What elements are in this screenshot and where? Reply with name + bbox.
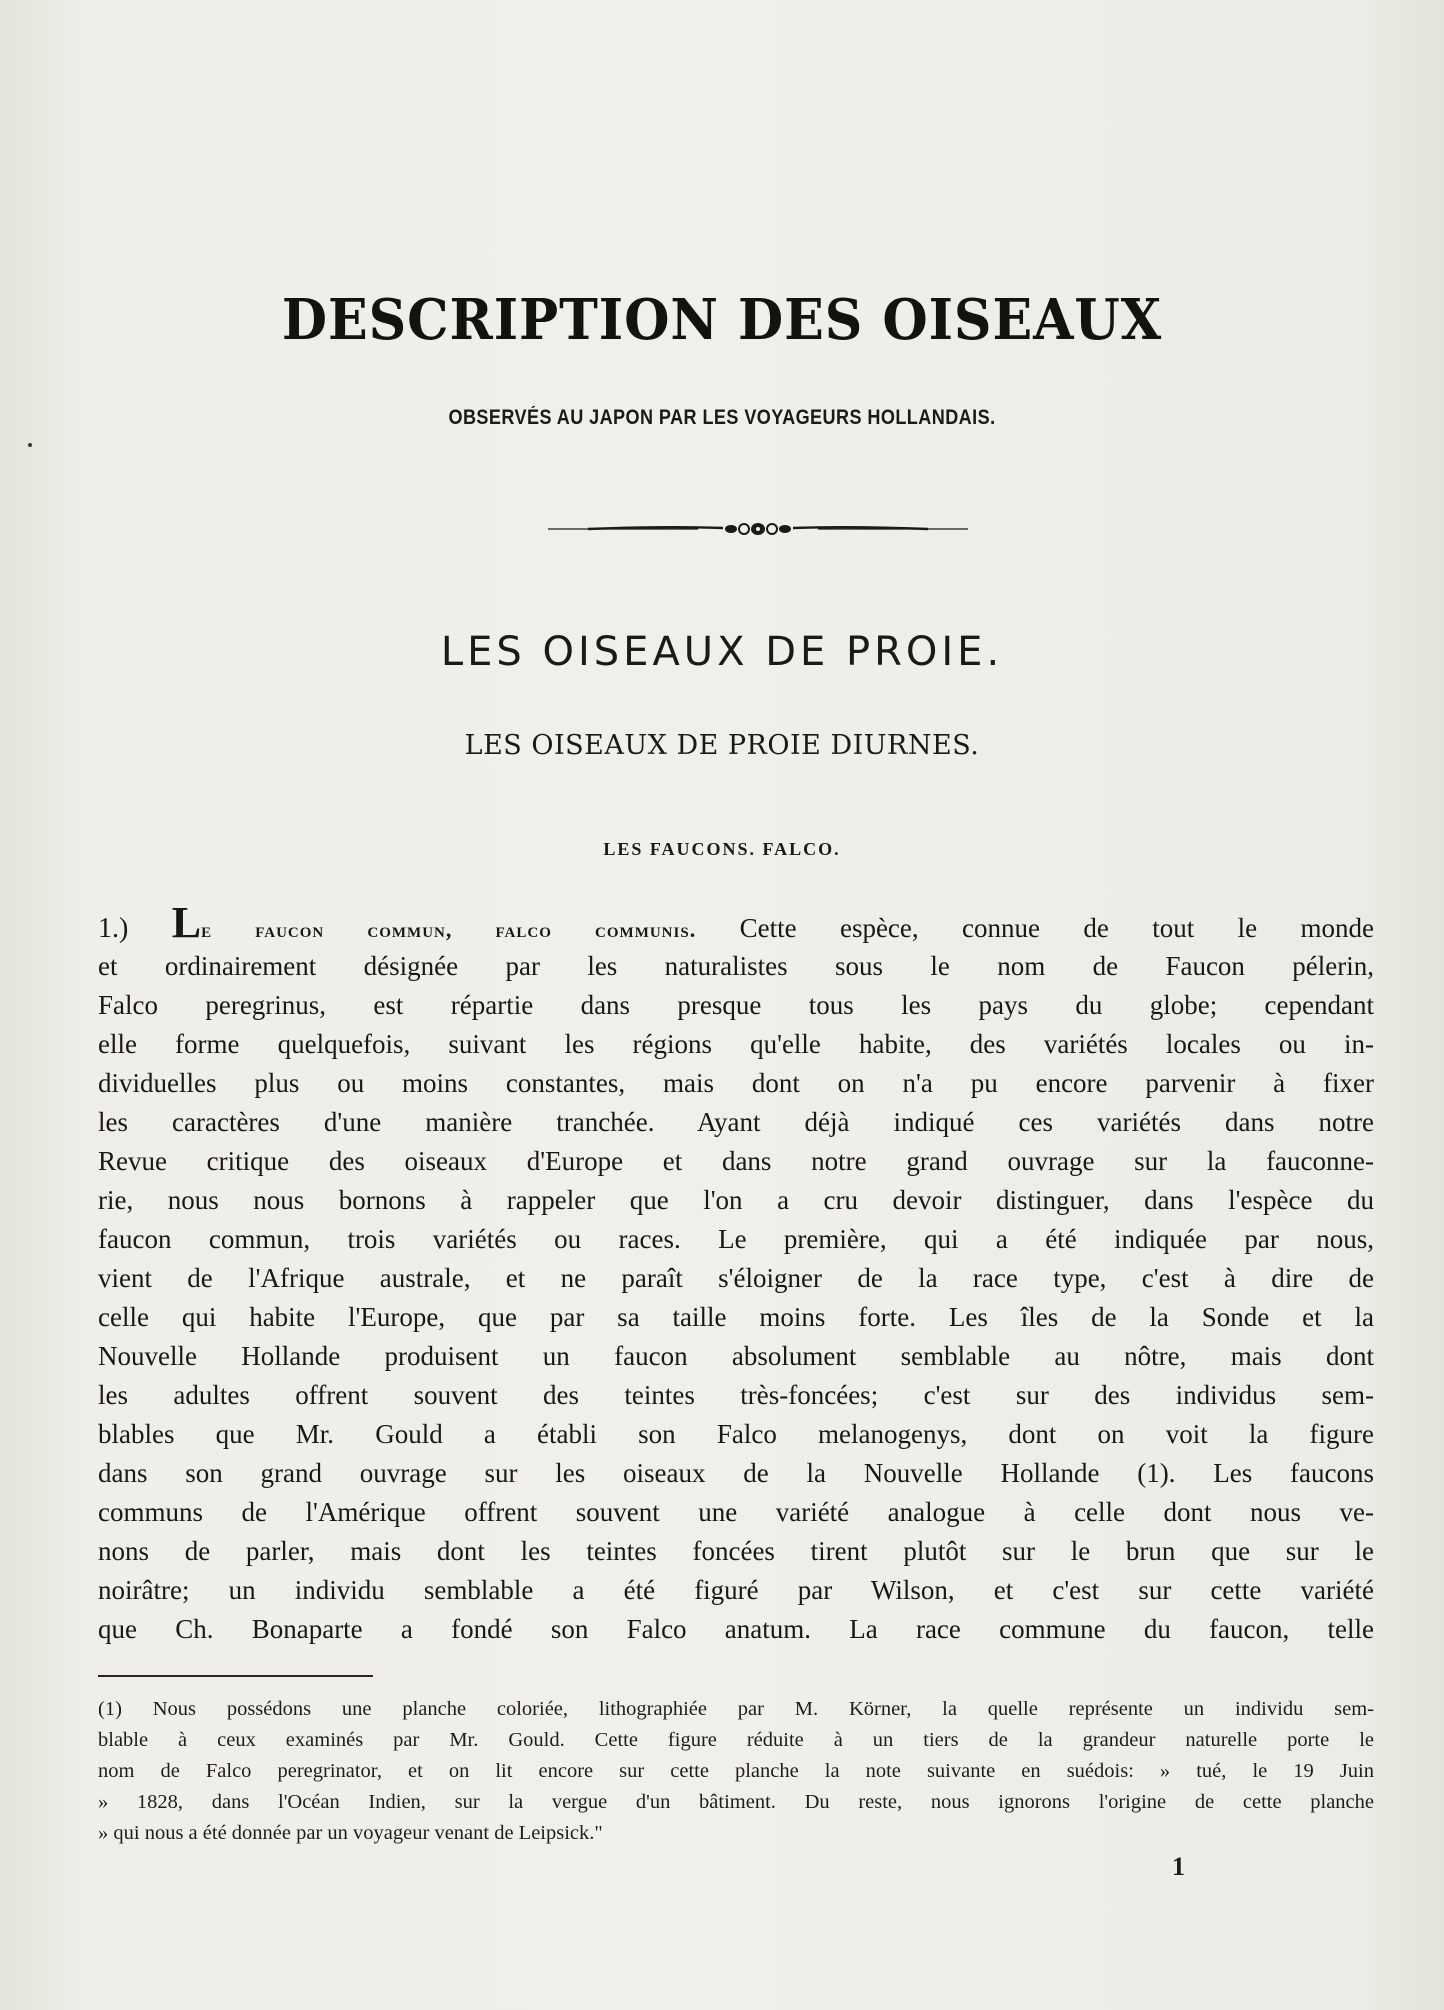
body-paragraph: [98, 898, 1374, 1649]
body-line: les caractères d'une manière tranchée. Ayant déjà indiqué ces variétés dans notre: [98, 1107, 1374, 1137]
body-line: rie, nous nous bornons à rappeler que l'on a cru devoir distinguer, dans l'espèce du: [98, 1185, 1374, 1215]
body-line: les adultes offrent souvent des teintes très-foncées; c'est sur des individus sem-: [98, 1380, 1374, 1410]
drop-initial: L: [171, 898, 202, 947]
footnote-line: » qui nous a été donnée par un voyageur venant de Leipsick.": [98, 1822, 603, 1844]
body-line: dividuelles plus ou moins constantes, mais dont on n'a pu encore parvenir à fixer: [98, 1068, 1374, 1098]
footnote-line: nom de Falco peregrinator, et on lit encore sur cette planche la note suivante en suédois: » tué, le 19 Juin: [98, 1760, 1374, 1782]
footnote-line: blable à ceux examinés par Mr. Gould. Cette figure réduite à un tiers de la grandeur naturelle porte le: [98, 1729, 1374, 1751]
body-line: Falco peregrinus, est répartie dans presque tous les pays du globe; cependant: [98, 990, 1374, 1020]
ornamental-divider: [548, 520, 968, 538]
body-line: noirâtre; un individu semblable a été figuré par Wilson, et c'est sur cette variété: [98, 1575, 1374, 1605]
section-title: LES OISEAUX DE PROIE.: [440, 629, 1004, 675]
body-line-text: Cette espèce, connue de tout le monde: [739, 913, 1374, 943]
body-line: [98, 898, 1374, 947]
species-name: e faucon commun, falco communis.: [201, 917, 697, 942]
body-line: blables que Mr. Gould a établi son Falco melanogenys, dont on voit la figure: [98, 1419, 1374, 1449]
body-line: Revue critique des oiseaux d'Europe et dans notre grand ouvrage sur la fauconne-: [98, 1146, 1374, 1176]
page-subtitle: OBSERVÉS AU JAPON PAR LES VOYAGEURS HOLLANDAIS.: [448, 406, 996, 429]
body-line: que Ch. Bonaparte a fondé son Falco anatum. La race commune du faucon, telle: [98, 1614, 1374, 1644]
stray-mark: [28, 443, 32, 447]
footnote-line: (1) Nous possédons une planche coloriée, lithographiée par M. Körner, la quelle représente un individu sem-: [98, 1698, 1374, 1720]
body-line: celle qui habite l'Europe, que par sa taille moins forte. Les îles de la Sonde et la: [98, 1302, 1374, 1332]
footnote-line: » 1828, dans l'Océan Indien, sur la vergue d'un bâtiment. Du reste, nous ignorons l'origine de cette planche: [98, 1791, 1374, 1813]
paragraph-number: 1.): [98, 913, 129, 944]
page-number: 1: [1172, 1852, 1185, 1881]
body-line: faucon commun, trois variétés ou races. Le première, qui a été indiquée par nous,: [98, 1224, 1374, 1254]
body-line: elle forme quelquefois, suivant les régions qu'elle habite, des variétés locales ou in-: [98, 1029, 1374, 1059]
body-line: vient de l'Afrique australe, et ne paraît s'éloigner de la race type, c'est à dire de: [98, 1263, 1374, 1293]
body-line: nons de parler, mais dont les teintes foncées tirent plutôt sur le brun que sur le: [98, 1536, 1374, 1566]
footnote: [98, 1694, 1374, 1849]
body-line: communs de l'Amérique offrent souvent une variété analogue à celle dont nous ve-: [98, 1497, 1374, 1527]
section-subtitle: LES OISEAUX DE PROIE DIURNES.: [464, 730, 980, 761]
page-title: DESCRIPTION DES OISEAUX: [281, 287, 1163, 353]
genus-heading: LES FAUCONS. FALCO.: [603, 839, 841, 859]
body-line: dans son grand ouvrage sur les oiseaux de la Nouvelle Hollande (1). Les faucons: [98, 1458, 1374, 1488]
body-line: Nouvelle Hollande produisent un faucon absolument semblable au nôtre, mais dont: [98, 1341, 1374, 1371]
footnote-rule: [98, 1675, 373, 1677]
body-line: et ordinairement désignée par les naturalistes sous le nom de Faucon pélerin,: [98, 951, 1374, 981]
